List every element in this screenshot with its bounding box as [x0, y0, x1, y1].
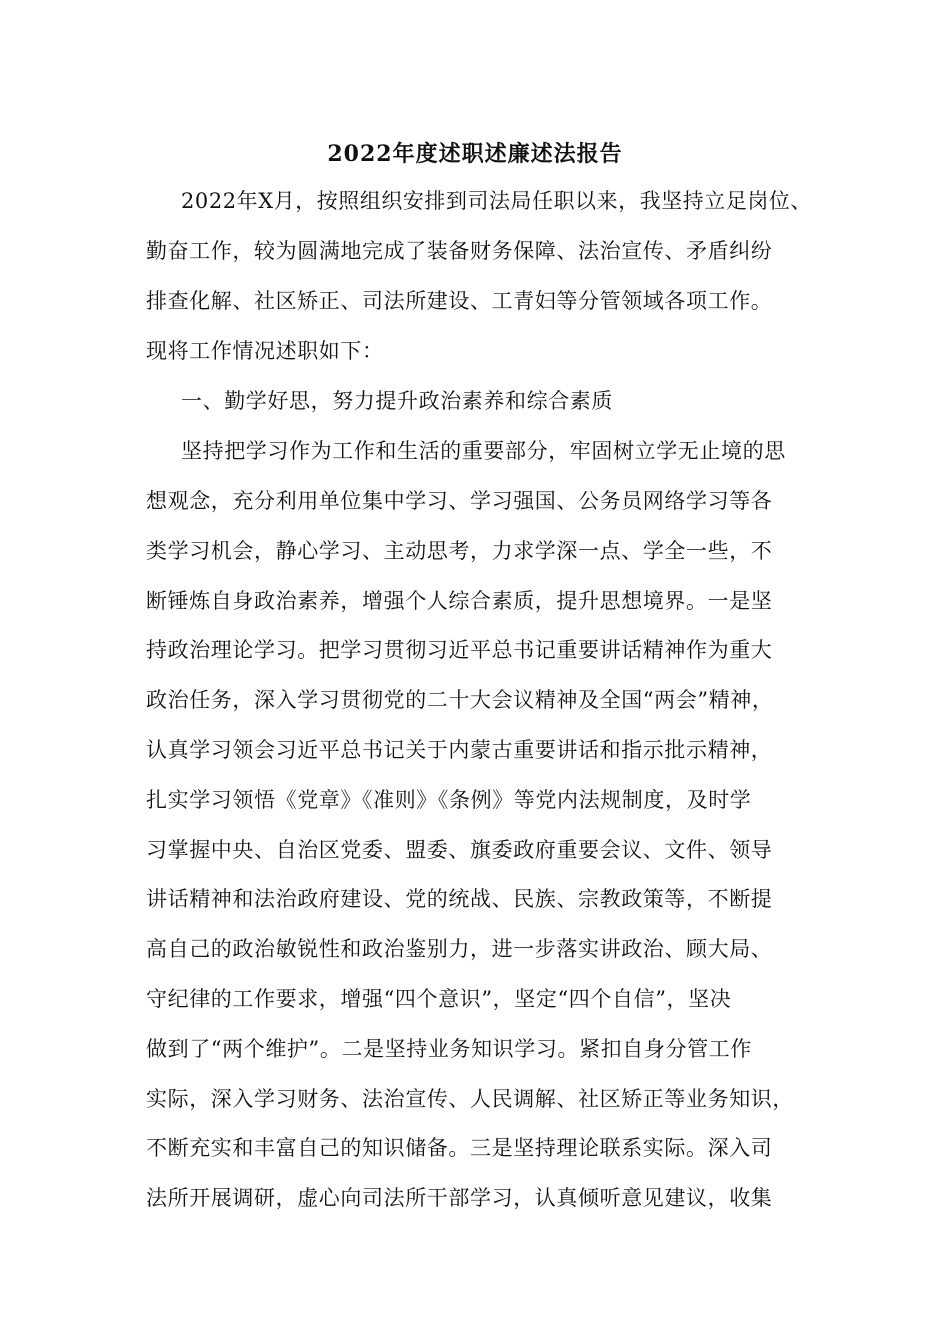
- paragraph-line: 法所开展调研，虚心向司法所干部学习，认真倾听意见建议，收集: [146, 1186, 773, 1210]
- paragraph-line: 坚持把学习作为工作和生活的重要部分，牢固树立学无止境的思: [181, 439, 786, 463]
- paragraph-line: 认真学习领会习近平总书记关于内蒙古重要讲话和指示批示精神，: [146, 738, 773, 762]
- paragraph-line: 现将工作情况述职如下：: [146, 339, 384, 363]
- paragraph-line: 扎实学习领悟《党章》《准则》《条例》等党内法规制度，及时学: [146, 788, 752, 812]
- paragraph-line: 勤奋工作，较为圆满地完成了装备财务保障、法治宣传、矛盾纠纷: [146, 239, 773, 263]
- paragraph-line: 2022年X月，按照组织安排到司法局任职以来，我坚持立足岗位、: [181, 189, 812, 213]
- paragraph-line: 政治任务，深入学习贯彻党的二十大会议精神及全国“两会”精神，: [146, 688, 774, 712]
- paragraph-line: 守纪律的工作要求，增强“四个意识”，坚定“四个自信”，坚决: [146, 987, 732, 1011]
- paragraph-line: 持政治理论学习。把学习贯彻习近平总书记重要讲话精神作为重大: [146, 638, 773, 662]
- document-title: 2022年度述职述廉述法报告: [327, 141, 623, 167]
- paragraph-line: 类学习机会，静心学习、主动思考，力求学深一点、学全一些，不: [146, 539, 773, 563]
- paragraph-line: 做到了“两个维护”。二是坚持业务知识学习。紧扣自身分管工作: [146, 1037, 752, 1061]
- paragraph-line: 高自己的政治敏锐性和政治鉴别力，进一步落实讲政治、顾大局、: [146, 937, 773, 961]
- paragraph-line: 讲话精神和法治政府建设、党的统战、民族、宗教政策等，不断提: [146, 887, 773, 911]
- paragraph-line: 不断充实和丰富自己的知识储备。三是坚持理论联系实际。深入司: [146, 1136, 773, 1160]
- paragraph-line: 习掌握中央、自治区党委、盟委、旗委政府重要会议、文件、领导: [146, 838, 773, 862]
- section-heading: 一、勤学好思，努力提升政治素养和综合素质: [181, 389, 613, 413]
- paragraph-line: 断锤炼自身政治素养，增强个人综合素质，提升思想境界。一是坚: [146, 589, 773, 613]
- paragraph-line: 排查化解、社区矫正、司法所建设、工青妇等分管领域各项工作。: [146, 289, 773, 313]
- paragraph-line: 想观念，充分利用单位集中学习、学习强国、公务员网络学习等各: [146, 489, 773, 513]
- paragraph-line: 实际，深入学习财务、法治宣传、人民调解、社区矫正等业务知识，: [146, 1087, 794, 1111]
